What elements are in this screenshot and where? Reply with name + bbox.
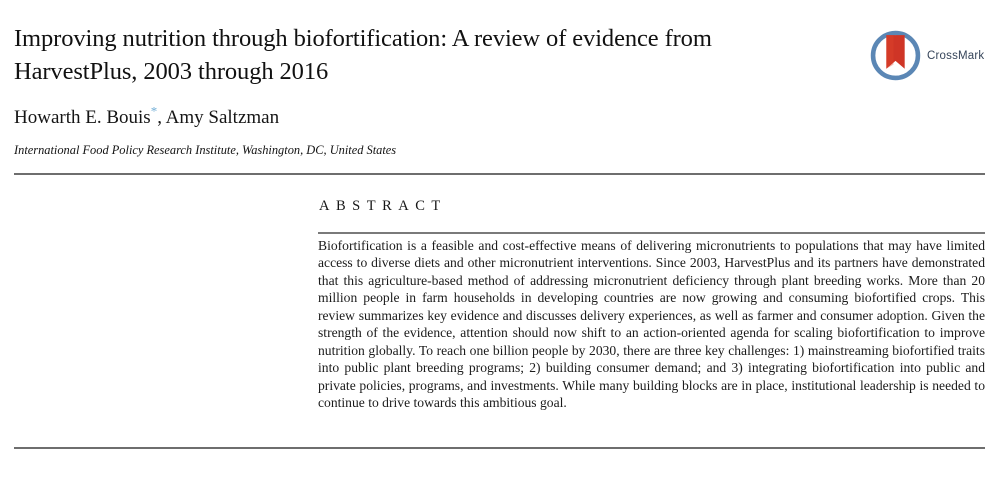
corresponding-author-marker[interactable]: * [150, 103, 158, 119]
crossmark-label: CrossMark [927, 49, 985, 62]
author-list [14, 103, 280, 130]
affiliation: International Food Policy Research Institute, Washington, DC, United States [14, 143, 397, 157]
footer-divider-rule [14, 447, 985, 449]
abstract-text: Biofortification is a feasible and cost-effective means of delivering micronutrients to populations that may have limited access to diverse diets and other micronutrient interventions. Since 2003, HarvestPlus and its partners have demonstrated that this agriculture-based method of addressing micronutrient deficiency through plant breeding works. More than 20 million people in farm households in developing countries are now growing and consuming biofortified crops. This review summarizes key evidence and discusses delivery experiences, as well as farmer and consumer adoption. Given the strength of the evidence, attention should now shift to an action-oriented agenda for scaling biofortification to improve nutrition globally. To reach one billion people by 2030, there are three key challenges: 1) mainstreaming biofortified traits into public plant breeding programs; 2) building consumer demand; and 3) integrating biofortification into public and private policies, programs, and investments. While many building blocks are in place, institutional leadership is needed to continue to drive towards this ambitious goal. [318, 238, 985, 411]
author-name-1: Howarth E. Bouis [14, 107, 151, 128]
abstract-heading: ABSTRACT [319, 198, 447, 214]
page-title [14, 22, 884, 88]
crossmark-bookmark-highlight [886, 35, 893, 69]
author-name-2: , Amy Saltzman [157, 107, 280, 128]
crossmark-badge[interactable] [870, 30, 984, 81]
abstract-heading-rule [318, 232, 985, 234]
header-divider-rule [14, 173, 985, 175]
crossmark-logo-icon [870, 30, 921, 81]
title-line-2: HarvestPlus, 2003 through 2016 [14, 58, 329, 85]
title-line-1: Improving nutrition through biofortification: A review of evidence from [14, 25, 712, 52]
